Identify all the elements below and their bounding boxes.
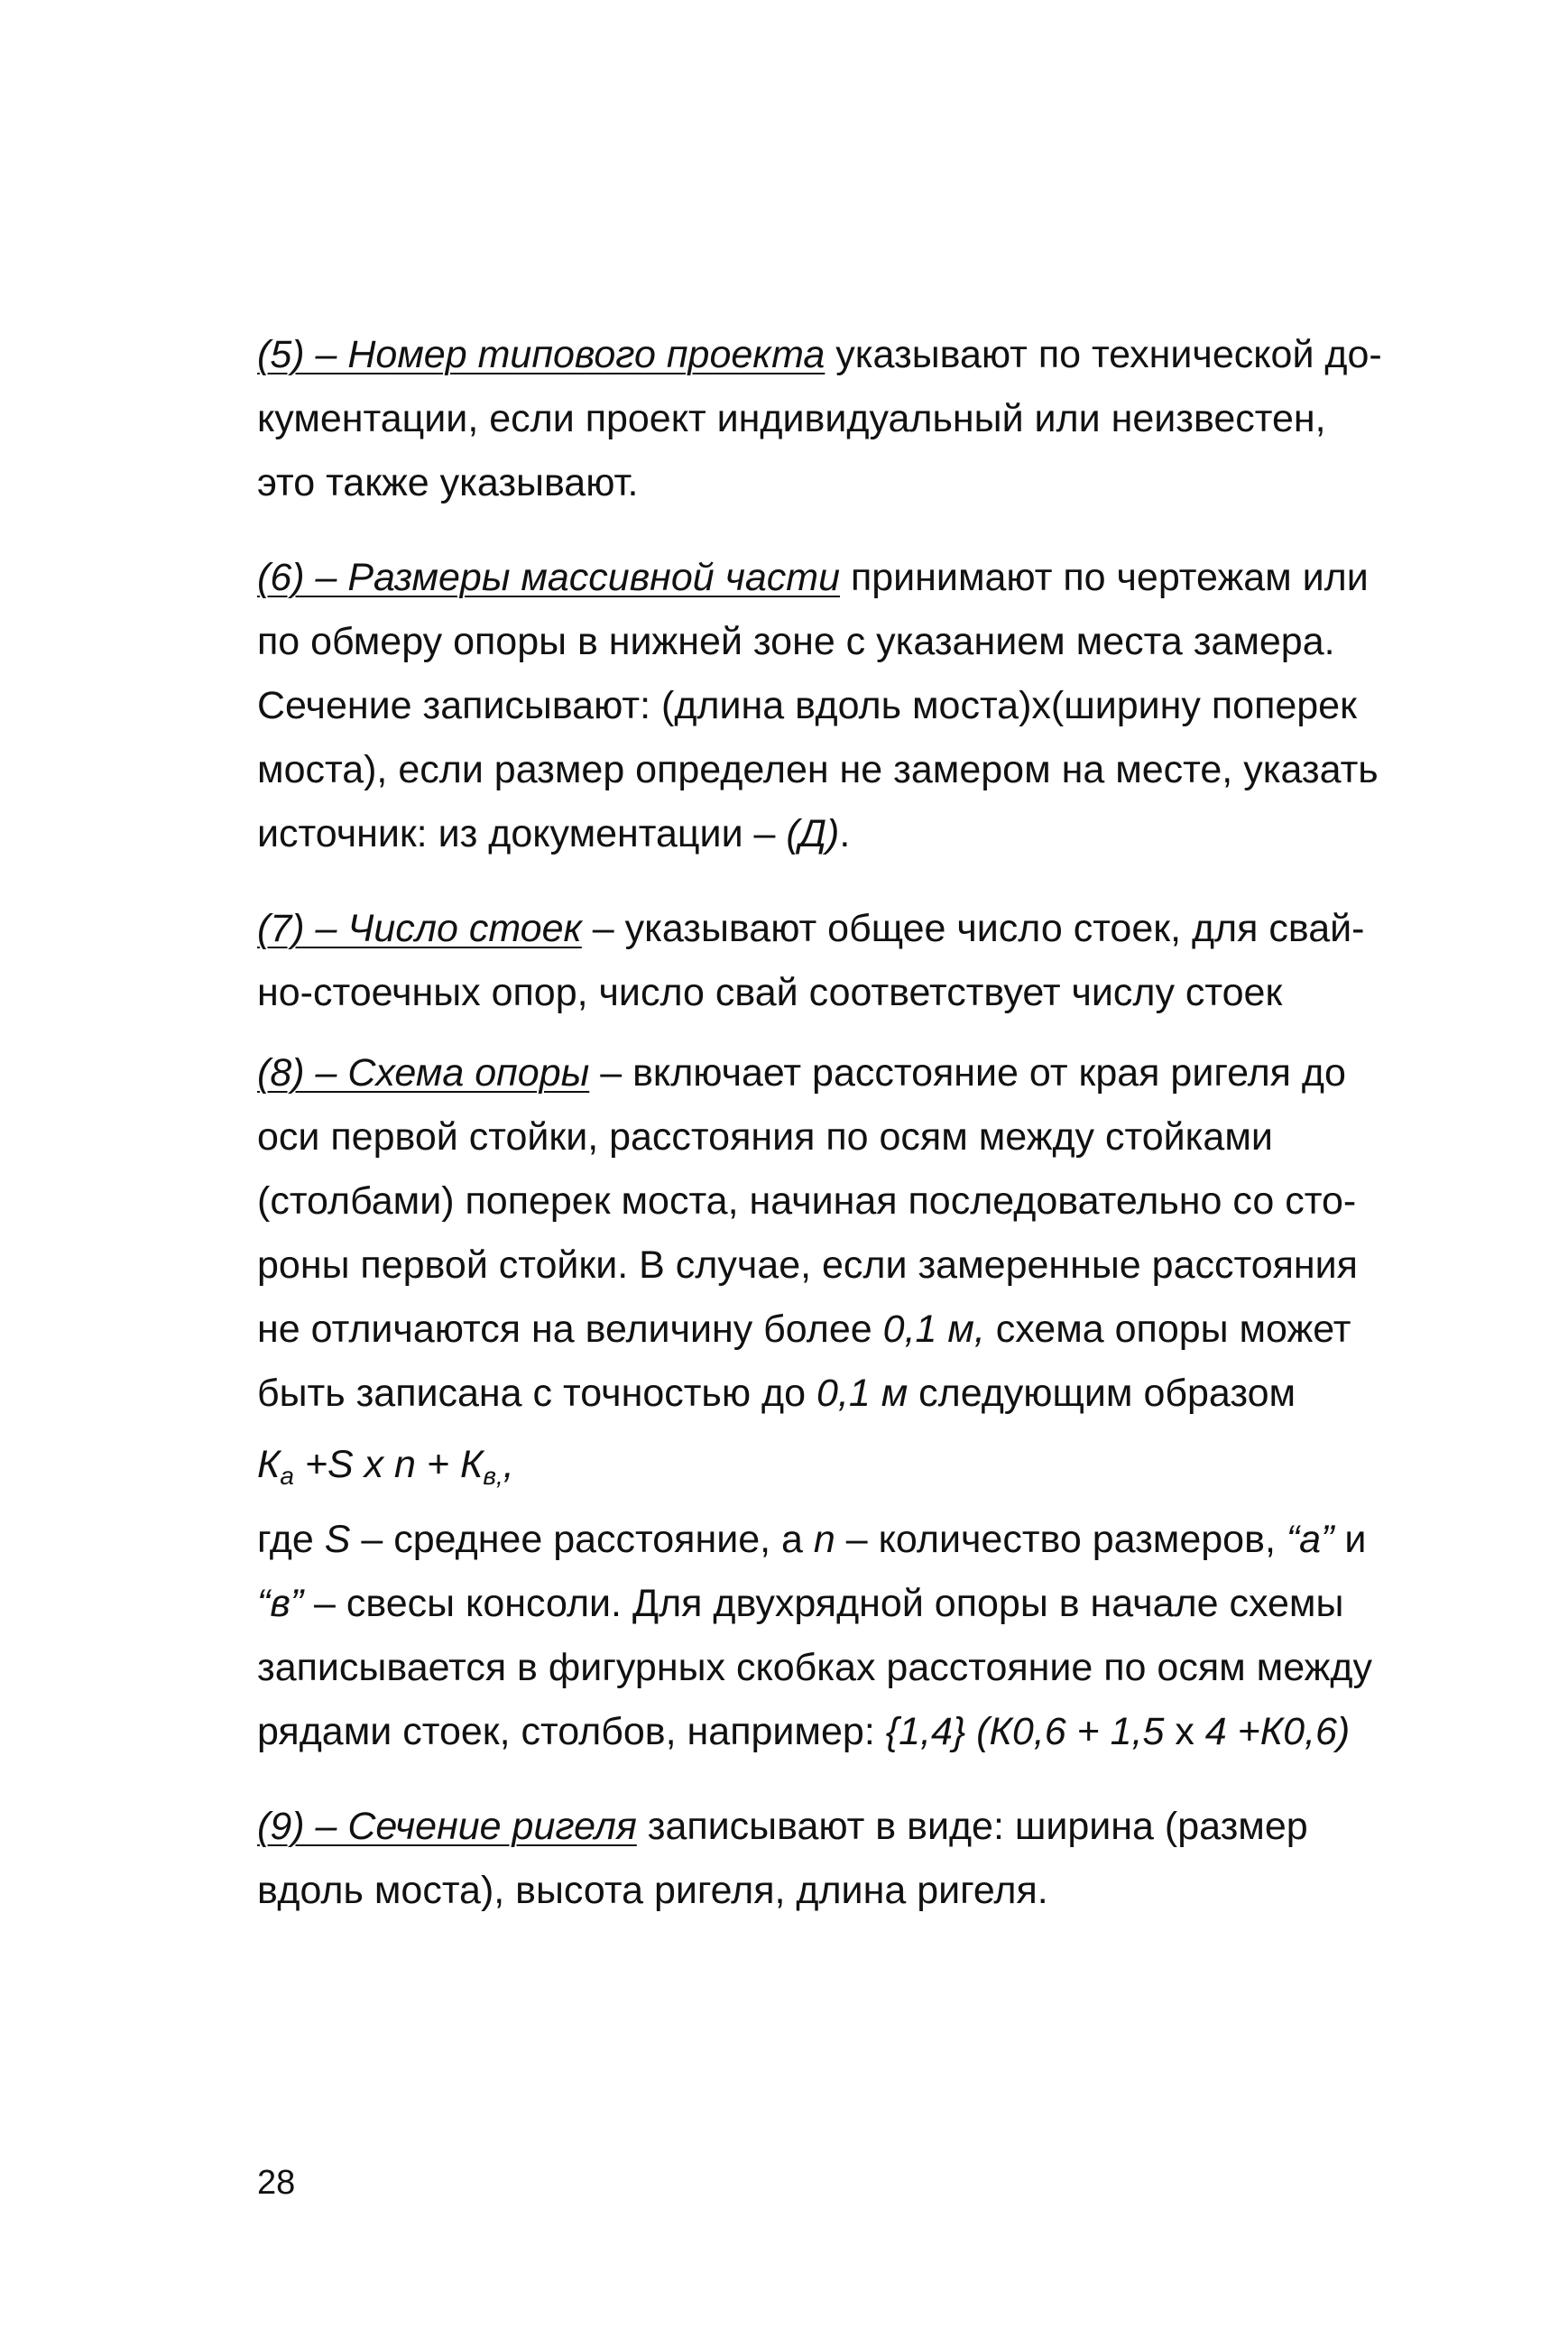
variable-a: “а” (1286, 1518, 1334, 1561)
example-scheme: 4 +К0,6) (1204, 1710, 1351, 1753)
text-span: указывают по технической до- (825, 333, 1382, 376)
text-span: . (839, 812, 851, 855)
paragraph-line: кументации, если проект индивидуальный или неизвестен, (257, 397, 1326, 440)
section-5-heading: (5) – Номер типового проекта (257, 333, 826, 376)
section-6-heading: (6) – Размеры массивной части (257, 556, 841, 599)
paragraph-line: по обмеру опоры в нижней зоне с указанием места замера. (257, 620, 1335, 663)
text-span: x (1164, 1710, 1205, 1753)
variable-b: “в” (257, 1582, 304, 1625)
text-span: не отличаются на величину более (257, 1308, 883, 1351)
paragraph-line: (столбами) поперек моста, начиная последовательно со сто- (257, 1179, 1357, 1223)
page-number: 28 (257, 2164, 296, 2202)
text-span: и (1333, 1518, 1367, 1561)
tolerance-value: 0,1 м, (882, 1308, 985, 1351)
section-8-heading: (8) – Схема опоры (257, 1051, 590, 1095)
text-span: – свесы консоли. Для двухрядной опоры в начале схемы (303, 1582, 1344, 1625)
paragraph-line (257, 802, 1380, 866)
paragraph-line (257, 897, 1380, 961)
paragraph-8-continued (257, 1508, 1380, 1764)
text-span: – включает расстояние от края ригеля до (589, 1051, 1346, 1095)
paragraph-line: но-стоечных опор, число свай соответствует числу стоек (257, 971, 1283, 1014)
source-reference: (Д) (786, 812, 840, 855)
paragraph-5 (257, 323, 1380, 515)
paragraph-line (257, 1362, 1380, 1426)
example-axis-distance: {1,4} (885, 1710, 966, 1753)
paragraph-line: оси первой стойки, расстояния по осям между стойками (257, 1115, 1273, 1159)
scheme-formula (257, 1433, 1380, 1497)
variable-n: n (813, 1518, 835, 1561)
paragraph-line (257, 323, 1380, 387)
paragraph-line (257, 1508, 1380, 1572)
text-span: – среднее расстояние, а (350, 1518, 814, 1561)
text-span: следующим образом (908, 1372, 1296, 1415)
text-span: где (257, 1518, 325, 1561)
variable-s: S (324, 1518, 351, 1561)
paragraph-line: моста), если размер определен не замером на месте, указать (257, 748, 1379, 791)
formula-symbol: К (257, 1443, 281, 1486)
precision-value: 0,1 м (816, 1372, 909, 1415)
formula-subscript: в, (483, 1462, 503, 1490)
section-9-heading: (9) – Сечение ригеля (257, 1805, 637, 1848)
paragraph-line (257, 1795, 1380, 1859)
paragraph-8 (257, 1041, 1380, 1426)
paragraph-line (257, 1298, 1380, 1362)
paragraph-line (257, 1700, 1380, 1764)
example-scheme: (К0,6 + 1,5 (965, 1710, 1165, 1753)
main-text (257, 323, 1380, 1923)
paragraph-6 (257, 546, 1380, 866)
paragraph-line (257, 546, 1380, 610)
section-7-heading: (7) – Число стоек (257, 907, 582, 950)
paragraph-line: это также указывают. (257, 461, 639, 504)
text-span: рядами стоек, столбов, например: (257, 1710, 886, 1753)
formula-body: +S x n + К (293, 1443, 484, 1486)
text-span: – указывают общее число стоек, для свай- (581, 907, 1365, 950)
text-span: записывают в виде: ширина (размер (636, 1805, 1308, 1848)
text-span: быть записана с точностью до (257, 1372, 816, 1415)
text-span: схема опоры может (984, 1308, 1351, 1351)
text-span: принимают по чертежам или (840, 556, 1369, 599)
formula-symbol: , (503, 1443, 514, 1486)
paragraph-line: роны первой стойки. В случае, если замеренные расстояния (257, 1243, 1358, 1287)
paragraph-line: записывается в фигурных скобках расстояние по осям между (257, 1646, 1372, 1689)
formula-subscript: а (280, 1462, 294, 1490)
formula-line (257, 1433, 1380, 1497)
paragraph-line: Сечение записывают: (длина вдоль моста)х(ширину поперек (257, 684, 1357, 727)
text-span: источник: из документации – (257, 812, 787, 855)
paragraph-7 (257, 897, 1380, 1025)
paragraph-line (257, 1041, 1380, 1105)
paragraph-line (257, 1572, 1380, 1636)
text-span: – количество размеров, (835, 1518, 1287, 1561)
paragraph-9 (257, 1795, 1380, 1923)
paragraph-line: вдоль моста), высота ригеля, длина ригеля. (257, 1869, 1048, 1912)
